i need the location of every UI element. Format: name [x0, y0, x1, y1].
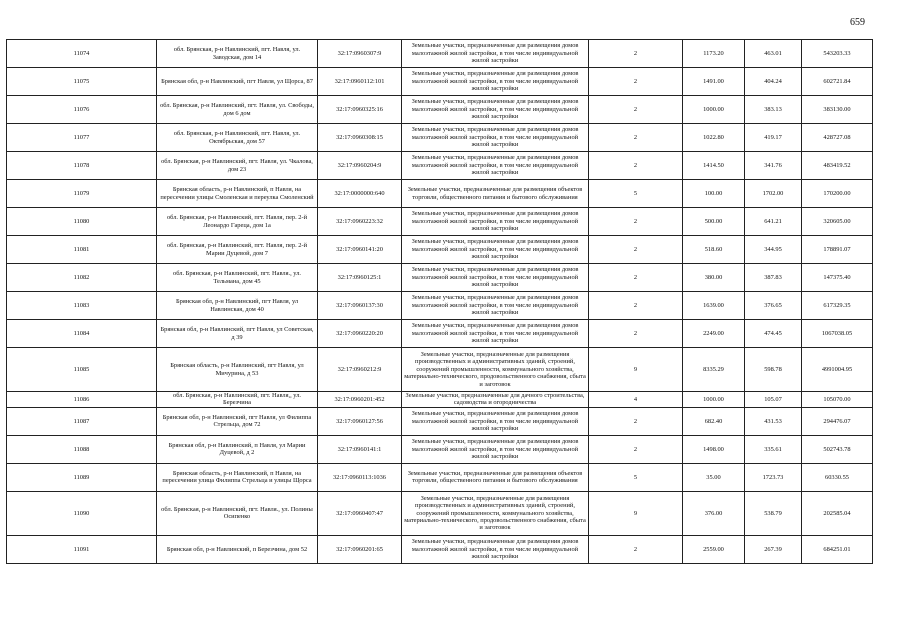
- address-cell: Брянская обл, р-н Навлинский, п Навля, ул Марии Дуцевой, д 2: [157, 435, 318, 463]
- table-row: [7, 236, 873, 264]
- area-cell: 2559.00: [683, 535, 745, 563]
- land-use-cell: Земельные участки, предназначенные для размещения домов малоэтажной жилой застройки, в том числе индивидуальной жилой застройки: [402, 264, 589, 292]
- cadastral-value-cell: 4991004.95: [802, 348, 873, 392]
- address-cell: Брянская обл, р-н Навлинский, п Березчина, дом 52: [157, 535, 318, 563]
- cadastral-value-cell: 178891.07: [802, 236, 873, 264]
- use-group-cell: 2: [589, 435, 683, 463]
- table-row: [7, 463, 873, 491]
- page-number: 659: [850, 17, 865, 28]
- use-group-cell: 2: [589, 40, 683, 68]
- use-group-cell: 9: [589, 348, 683, 392]
- use-group-cell: 2: [589, 264, 683, 292]
- table-row: [7, 152, 873, 180]
- cadastral-value-cell: 543203.33: [802, 40, 873, 68]
- cadastral-value-cell: 202585.04: [802, 491, 873, 535]
- cadastral-number-cell: 32:17:0960307:9: [318, 40, 402, 68]
- unit-value-cell: 419.17: [745, 124, 802, 152]
- table-row: [7, 491, 873, 535]
- unit-value-cell: 376.65: [745, 292, 802, 320]
- use-group-cell: 2: [589, 208, 683, 236]
- row-id-cell: 11084: [7, 320, 157, 348]
- row-id-cell: 11077: [7, 124, 157, 152]
- row-id-cell: 11085: [7, 348, 157, 392]
- area-cell: 380.00: [683, 264, 745, 292]
- cadastral-number-cell: 32:17:0960137:30: [318, 292, 402, 320]
- cadastral-number-cell: 32:17:0960201:65: [318, 535, 402, 563]
- row-id-cell: 11083: [7, 292, 157, 320]
- area-cell: 1000.00: [683, 96, 745, 124]
- unit-value-cell: 341.76: [745, 152, 802, 180]
- row-id-cell: 11076: [7, 96, 157, 124]
- address-cell: Брянская обл, р-н Навлинский, пгт Навля, ул Филиппа Стрельца, дом 72: [157, 407, 318, 435]
- use-group-cell: 4: [589, 392, 683, 408]
- table-row: [7, 392, 873, 408]
- land-use-cell: Земельные участки, предназначенные для дачного строительства, садоводства и огородничества: [402, 392, 589, 408]
- row-id-cell: 11087: [7, 407, 157, 435]
- area-cell: 1414.50: [683, 152, 745, 180]
- address-cell: обл. Брянская, р-н Навлинский, пгт. Навля, ул. Чкалова, дом 23: [157, 152, 318, 180]
- address-cell: обл. Брянская, р-н Навлинский, пгт. Навля, ул. Заводская, дом 14: [157, 40, 318, 68]
- address-cell: обл. Брянская, р-н Навлинский, пгт. Навля, ул. Октябрьская, дом 57: [157, 124, 318, 152]
- table-row: [7, 348, 873, 392]
- table-row: [7, 407, 873, 435]
- unit-value-cell: 463.01: [745, 40, 802, 68]
- row-id-cell: 11078: [7, 152, 157, 180]
- table-row: [7, 208, 873, 236]
- cadastral-number-cell: 32:17:0960141:20: [318, 236, 402, 264]
- land-use-cell: Земельные участки, предназначенные для размещения производственных и административных зданий, строений, сооружений промышленности, коммунального хозяйства, материально-технического, продовольственного снабжения, сбыта и заготовок: [402, 491, 589, 535]
- use-group-cell: 2: [589, 292, 683, 320]
- cadastral-value-table: [6, 39, 873, 564]
- area-cell: 682.40: [683, 407, 745, 435]
- land-use-cell: Земельные участки, предназначенные для размещения домов малоэтажной жилой застройки, в том числе индивидуальной жилой застройки: [402, 292, 589, 320]
- address-cell: Брянская область, р-н Навлинский, п Навля, на пересечении улица Филиппа Стрельца и улицы Щорса: [157, 463, 318, 491]
- row-id-cell: 11082: [7, 264, 157, 292]
- cadastral-number-cell: 32:17:0960308:15: [318, 124, 402, 152]
- cadastral-number-cell: 32:17:0960407:47: [318, 491, 402, 535]
- land-use-cell: Земельные участки, предназначенные для размещения домов малоэтажной жилой застройки, в том числе индивидуальной жилой застройки: [402, 208, 589, 236]
- cadastral-number-cell: 32:17:0960223:32: [318, 208, 402, 236]
- table-row: [7, 435, 873, 463]
- use-group-cell: 5: [589, 180, 683, 208]
- cadastral-number-cell: 32:17:0960141:1: [318, 435, 402, 463]
- cadastral-number-cell: 32:17:0960325:16: [318, 96, 402, 124]
- cadastral-number-cell: 32:17:0960212:9: [318, 348, 402, 392]
- table-body: [7, 40, 873, 564]
- land-use-cell: Земельные участки, предназначенные для размещения домов малоэтажной жилой застройки, в том числе индивидуальной жилой застройки: [402, 124, 589, 152]
- land-use-cell: Земельные участки, предназначенные для размещения домов малоэтажной жилой застройки, в том числе индивидуальной жилой застройки: [402, 68, 589, 96]
- use-group-cell: 2: [589, 124, 683, 152]
- row-id-cell: 11081: [7, 236, 157, 264]
- address-cell: Брянская область, р-н Навлинский, пгт Навля, ул Мичурина, д 53: [157, 348, 318, 392]
- area-cell: 518.60: [683, 236, 745, 264]
- area-cell: 8335.29: [683, 348, 745, 392]
- row-id-cell: 11091: [7, 535, 157, 563]
- area-cell: 1491.00: [683, 68, 745, 96]
- cadastral-value-cell: 383130.00: [802, 96, 873, 124]
- use-group-cell: 2: [589, 407, 683, 435]
- use-group-cell: 5: [589, 463, 683, 491]
- cadastral-value-cell: 602721.84: [802, 68, 873, 96]
- area-cell: 1498.00: [683, 435, 745, 463]
- row-id-cell: 11088: [7, 435, 157, 463]
- cadastral-value-cell: 684251.01: [802, 535, 873, 563]
- address-cell: обл. Брянская, р-н Навлинский, пгт. Навля., ул. Тельмана, дом 45: [157, 264, 318, 292]
- table-row: [7, 96, 873, 124]
- use-group-cell: 9: [589, 491, 683, 535]
- cadastral-number-cell: 32:17:0960113:1036: [318, 463, 402, 491]
- cadastral-value-cell: 502743.78: [802, 435, 873, 463]
- area-cell: 2249.00: [683, 320, 745, 348]
- area-cell: 1639.00: [683, 292, 745, 320]
- row-id-cell: 11075: [7, 68, 157, 96]
- unit-value-cell: 474.45: [745, 320, 802, 348]
- unit-value-cell: 404.24: [745, 68, 802, 96]
- row-id-cell: 11090: [7, 491, 157, 535]
- table-row: [7, 40, 873, 68]
- land-use-cell: Земельные участки, предназначенные для размещения домов малоэтажной жилой застройки, в том числе индивидуальной жилой застройки: [402, 435, 589, 463]
- use-group-cell: 2: [589, 236, 683, 264]
- cadastral-value-cell: 60330.55: [802, 463, 873, 491]
- table-row: [7, 180, 873, 208]
- unit-value-cell: 335.61: [745, 435, 802, 463]
- use-group-cell: 2: [589, 96, 683, 124]
- unit-value-cell: 1702.00: [745, 180, 802, 208]
- unit-value-cell: 641.21: [745, 208, 802, 236]
- address-cell: обл. Брянская, р-н Навлинский, пгт. Навля, пер. 2-й Леонардо Гареца, дом 1а: [157, 208, 318, 236]
- address-cell: обл. Брянская, р-н Навлинский, пгт. Навля., ул. Полины Осипенко: [157, 491, 318, 535]
- land-use-cell: Земельные участки, предназначенные для размещения домов малоэтажной жилой застройки, в том числе индивидуальной жилой застройки: [402, 40, 589, 68]
- use-group-cell: 2: [589, 152, 683, 180]
- land-use-cell: Земельные участки, предназначенные для размещения домов малоэтажной жилой застройки, в том числе индивидуальной жилой застройки: [402, 236, 589, 264]
- unit-value-cell: 383.13: [745, 96, 802, 124]
- unit-value-cell: 267.39: [745, 535, 802, 563]
- area-cell: 1022.80: [683, 124, 745, 152]
- use-group-cell: 2: [589, 68, 683, 96]
- cadastral-value-cell: 483419.52: [802, 152, 873, 180]
- cadastral-number-cell: 32:17:0960220:20: [318, 320, 402, 348]
- area-cell: 376.00: [683, 491, 745, 535]
- use-group-cell: 2: [589, 535, 683, 563]
- address-cell: Брянская обл, р-н Навлинский, пгт Навля, ул Навлинская, дом 40: [157, 292, 318, 320]
- land-use-cell: Земельные участки, предназначенные для размещения домов малоэтажной жилой застройки, в том числе индивидуальной жилой застройки: [402, 535, 589, 563]
- cadastral-value-cell: 428727.08: [802, 124, 873, 152]
- address-cell: Брянская обл, р-н Навлинский, пгт Навля, ул Щорса, 87: [157, 68, 318, 96]
- cadastral-value-cell: 320605.00: [802, 208, 873, 236]
- table-row: [7, 264, 873, 292]
- row-id-cell: 11080: [7, 208, 157, 236]
- row-id-cell: 11074: [7, 40, 157, 68]
- unit-value-cell: 1723.73: [745, 463, 802, 491]
- table-row: [7, 68, 873, 96]
- table-row: [7, 124, 873, 152]
- cadastral-number-cell: 32:17:0960201:452: [318, 392, 402, 408]
- use-group-cell: 2: [589, 320, 683, 348]
- land-use-cell: Земельные участки, предназначенные для размещения объектов торговли, общественного питания и бытового обслуживания: [402, 180, 589, 208]
- row-id-cell: 11079: [7, 180, 157, 208]
- row-id-cell: 11086: [7, 392, 157, 408]
- table-row: [7, 320, 873, 348]
- unit-value-cell: 538.79: [745, 491, 802, 535]
- land-use-cell: Земельные участки, предназначенные для размещения домов малоэтажной жилой застройки, в том числе индивидуальной жилой застройки: [402, 96, 589, 124]
- land-use-cell: Земельные участки, предназначенные для размещения домов малоэтажной жилой застройки, в том числе индивидуальной жилой застройки: [402, 320, 589, 348]
- cadastral-number-cell: 32:17:0000000:640: [318, 180, 402, 208]
- land-use-cell: Земельные участки, предназначенные для размещения домов малоэтажной жилой застройки, в том числе индивидуальной жилой застройки: [402, 407, 589, 435]
- area-cell: 1000.00: [683, 392, 745, 408]
- address-cell: Брянская обл, р-н Навлинский, пгт Навля, ул Советская, д 39: [157, 320, 318, 348]
- cadastral-value-cell: 170200.00: [802, 180, 873, 208]
- land-use-cell: Земельные участки, предназначенные для размещения объектов торговли, общественного питания и бытового обслуживания: [402, 463, 589, 491]
- table-row: [7, 292, 873, 320]
- land-use-cell: Земельные участки, предназначенные для размещения производственных и административных зданий, строений, сооружений промышленности, коммунального хозяйства, материально-технического, продовольственного снабжения, сбыта и заготовок: [402, 348, 589, 392]
- row-id-cell: 11089: [7, 463, 157, 491]
- cadastral-value-cell: 147375.40: [802, 264, 873, 292]
- unit-value-cell: 344.95: [745, 236, 802, 264]
- address-cell: Брянская область, р-н Навлинский, п Навля, на пересечении улицы Смоленская и переулка Смоленский: [157, 180, 318, 208]
- cadastral-value-cell: 105070.00: [802, 392, 873, 408]
- area-cell: 1173.20: [683, 40, 745, 68]
- unit-value-cell: 598.78: [745, 348, 802, 392]
- table-row: [7, 535, 873, 563]
- unit-value-cell: 387.83: [745, 264, 802, 292]
- address-cell: обл. Брянская, р-н Навлинский, пгт. Навля, пер. 2-й Марии Дуцевой, дом 7: [157, 236, 318, 264]
- unit-value-cell: 431.53: [745, 407, 802, 435]
- cadastral-value-cell: 294476.07: [802, 407, 873, 435]
- area-cell: 35.00: [683, 463, 745, 491]
- cadastral-number-cell: 32:17:0960125:1: [318, 264, 402, 292]
- land-use-cell: Земельные участки, предназначенные для размещения домов малоэтажной жилой застройки, в том числе индивидуальной жилой застройки: [402, 152, 589, 180]
- address-cell: обл. Брянская, р-н Навлинский, пгт. Навля,, ул. Березчина: [157, 392, 318, 408]
- address-cell: обл. Брянская, р-н Навлинский, пгт. Навля, ул. Свободы, дом 6 дом: [157, 96, 318, 124]
- unit-value-cell: 105.07: [745, 392, 802, 408]
- cadastral-number-cell: 32:17:0960204:9: [318, 152, 402, 180]
- area-cell: 500.00: [683, 208, 745, 236]
- cadastral-value-cell: 1067038.05: [802, 320, 873, 348]
- area-cell: 100.00: [683, 180, 745, 208]
- cadastral-number-cell: 32:17:0960127:56: [318, 407, 402, 435]
- cadastral-number-cell: 32:17:0960112:101: [318, 68, 402, 96]
- cadastral-value-cell: 617329.35: [802, 292, 873, 320]
